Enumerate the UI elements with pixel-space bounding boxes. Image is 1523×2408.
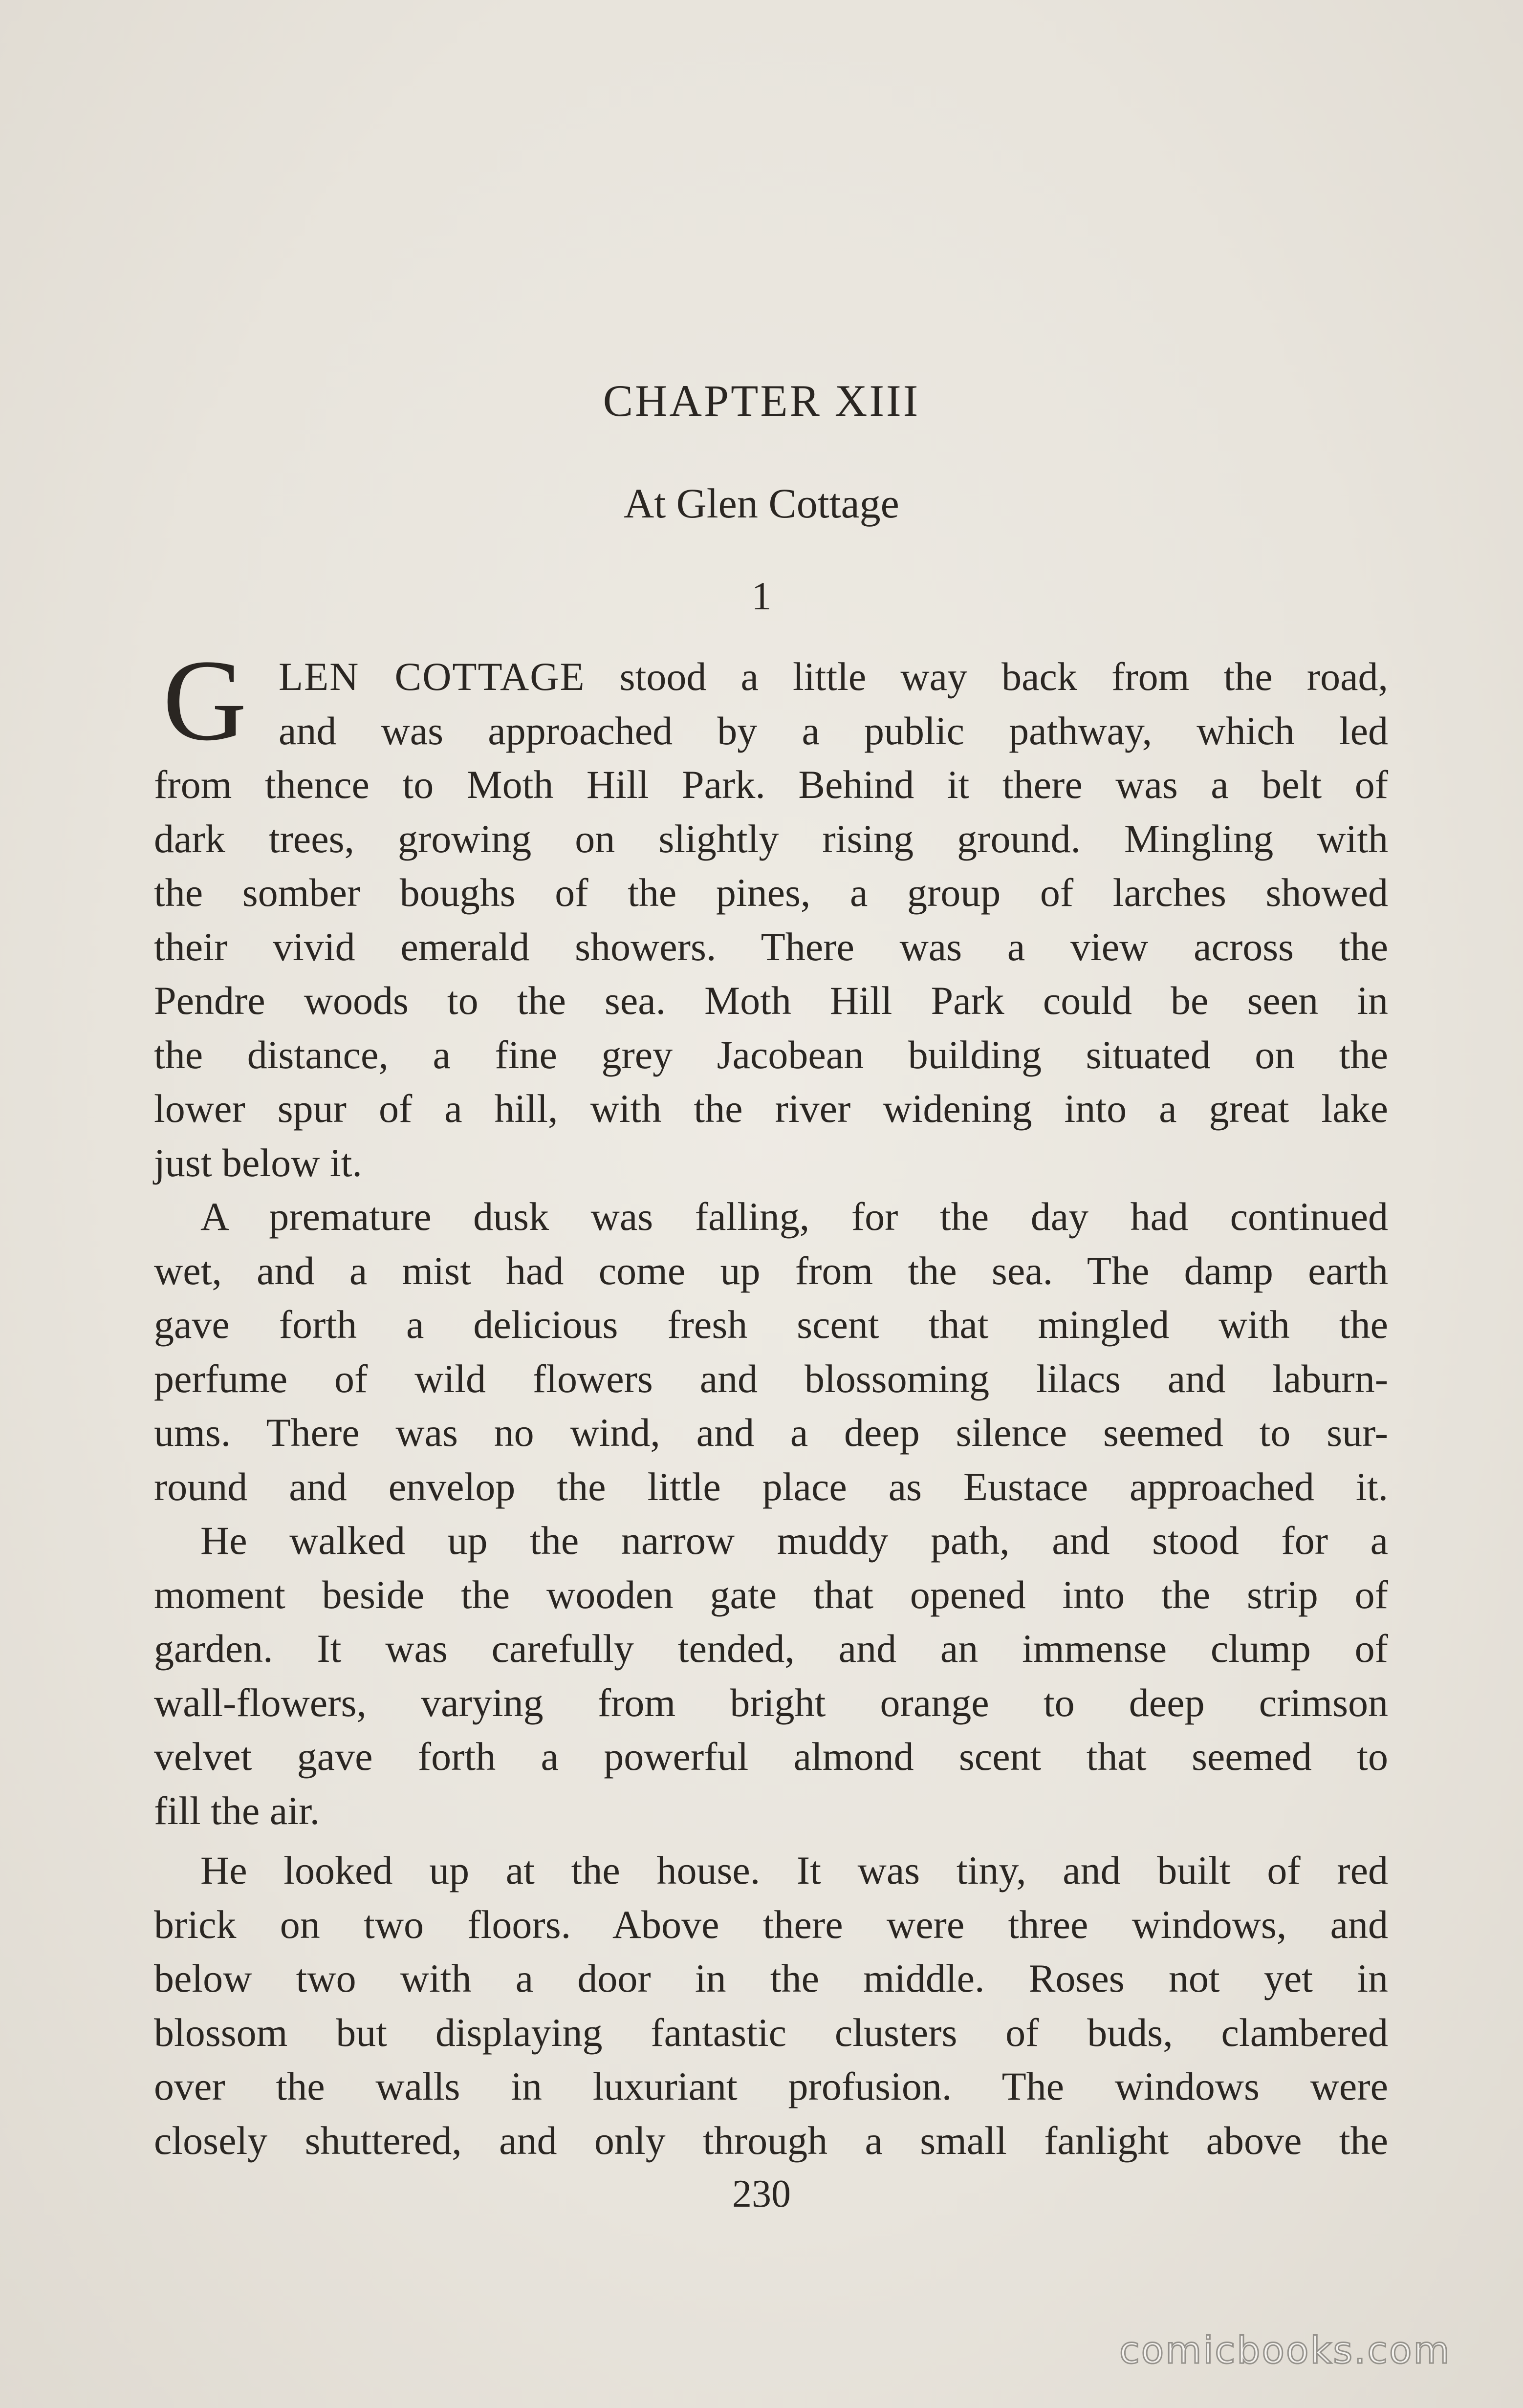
text-line: brick on two floors. Above there were three windows, and [154,1902,1388,1947]
text-line: closely shuttered, and only through a small fanlight above the [154,2118,1388,2163]
text-line: garden. It was carefully tended, and an immense clump of [154,1626,1388,1671]
body-text [154,636,1388,2168]
text-line: round and envelop the little place as Eustace approached it. [154,1464,1388,1509]
text-line: dark trees, growing on slightly rising ground. Mingling with [154,816,1388,861]
text-line: perfume of wild flowers and blossoming lilacs and laburn- [154,1356,1388,1401]
text-line: wall-flowers, varying from bright orange to deep crimson [154,1680,1388,1725]
chapter-heading: CHAPTER XIII [603,376,920,426]
opening-caps: LEN COTTAGE [279,654,586,699]
text-line: just below it. [154,1140,362,1185]
text-line: LEN COTTAGE stood a little way back from the road, [279,654,1388,699]
text-line: velvet gave forth a powerful almond scent that seemed to [154,1734,1388,1779]
text-line: wet, and a mist had come up from the sea. The damp earth [154,1248,1388,1293]
text-line: blossom but displaying fantastic clusters of buds, clambered [154,2010,1388,2055]
text-line: lower spur of a hill, with the river widening into a great lake [154,1086,1388,1131]
text-line: from thence to Moth Hill Park. Behind it there was a belt of [154,762,1388,807]
text-line: gave forth a delicious fresh scent that mingled with the [154,1302,1388,1347]
text-line: moment beside the wooden gate that opened into the strip of [154,1572,1388,1617]
section-title: At Glen Cottage [624,480,899,527]
text-line: and was approached by a public pathway, which led [279,708,1388,753]
watermark-logo: comicbooks.com [1119,2328,1451,2372]
text-line: A premature dusk was falling, for the day had continued [200,1194,1388,1239]
drop-cap: G [163,636,247,765]
text-line: the distance, a fine grey Jacobean building situated on the [154,1032,1388,1077]
section-number: 1 [751,574,772,618]
text-line: ums. There was no wind, and a deep silence seemed to sur- [154,1410,1388,1455]
text-line: their vivid emerald showers. There was a view across the [154,924,1388,969]
text-line: below two with a door in the middle. Roses not yet in [154,1956,1388,2000]
text-line: over the walls in luxuriant profusion. The windows were [154,2064,1388,2108]
page-number: 230 [732,2172,791,2215]
text-line: fill the air. [154,1788,320,1833]
text-line: Pendre woods to the sea. Moth Hill Park could be seen in [154,978,1388,1023]
text-line: He looked up at the house. It was tiny, and built of red [200,1848,1388,1892]
text-line: the somber boughs of the pines, a group of larches showed [154,870,1388,915]
text-line: He walked up the narrow muddy path, and stood for a [200,1518,1388,1563]
